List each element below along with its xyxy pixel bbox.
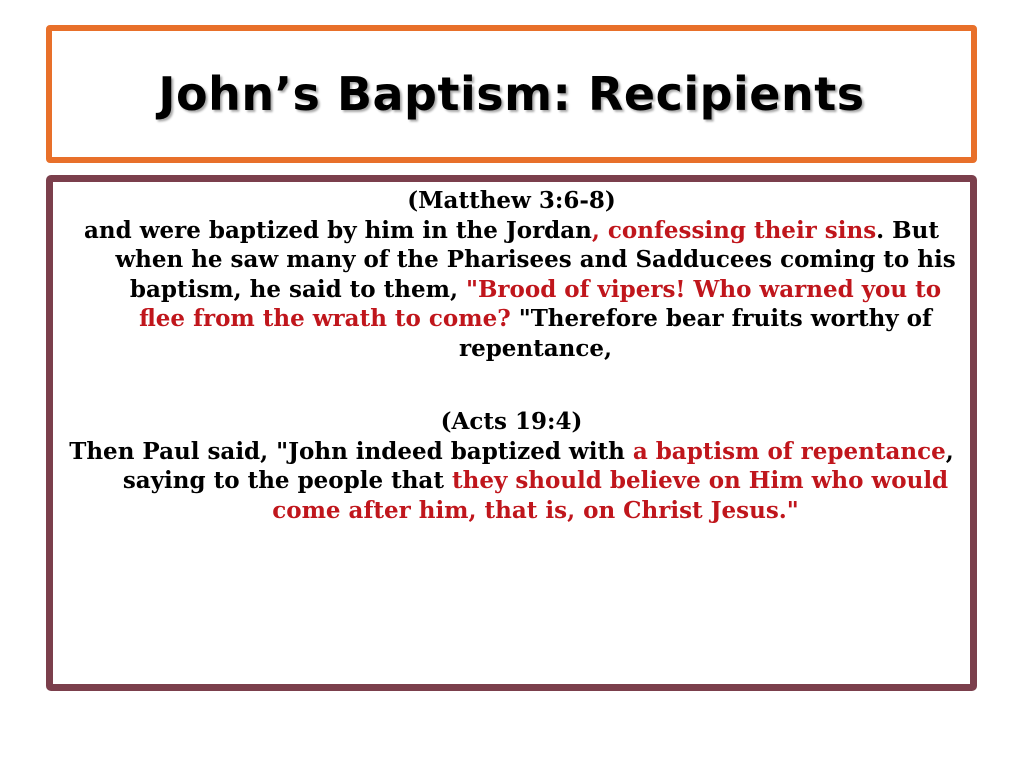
highlighted-segment: a baptism of repentance bbox=[632, 437, 946, 465]
content-box bbox=[46, 175, 977, 691]
text-segment: and were baptized by him in the Jordan bbox=[84, 216, 592, 244]
scripture-text bbox=[65, 186, 958, 525]
passage-text-acts bbox=[65, 437, 958, 526]
highlighted-segment: they should believe on Him who would come after him, that is, on Christ Jesus." bbox=[272, 467, 949, 524]
title-box bbox=[46, 25, 977, 163]
text-segment: . But when he saw many of the Pharisees and Sadducees coming to his baptism, he said to them, bbox=[115, 216, 956, 303]
slide-title: John’s Baptism: Recipients bbox=[158, 67, 865, 121]
highlighted-segment: "Brood of vipers! Who warned you to flee from the wrath to come? bbox=[139, 275, 942, 332]
highlighted-segment: , confessing their sins bbox=[591, 216, 877, 244]
spacer bbox=[65, 363, 958, 407]
text-segment: "Therefore bear fruits worthy of repentance, bbox=[458, 305, 932, 362]
passage-reference-matthew: (Matthew 3:6-8) bbox=[407, 187, 616, 214]
text-segment: , saying to the people that bbox=[122, 437, 954, 494]
passage-reference-acts: (Acts 19:4) bbox=[440, 408, 583, 435]
text-segment: Then Paul said, "John indeed baptized with bbox=[69, 437, 633, 465]
passage-text-matthew bbox=[65, 216, 958, 364]
